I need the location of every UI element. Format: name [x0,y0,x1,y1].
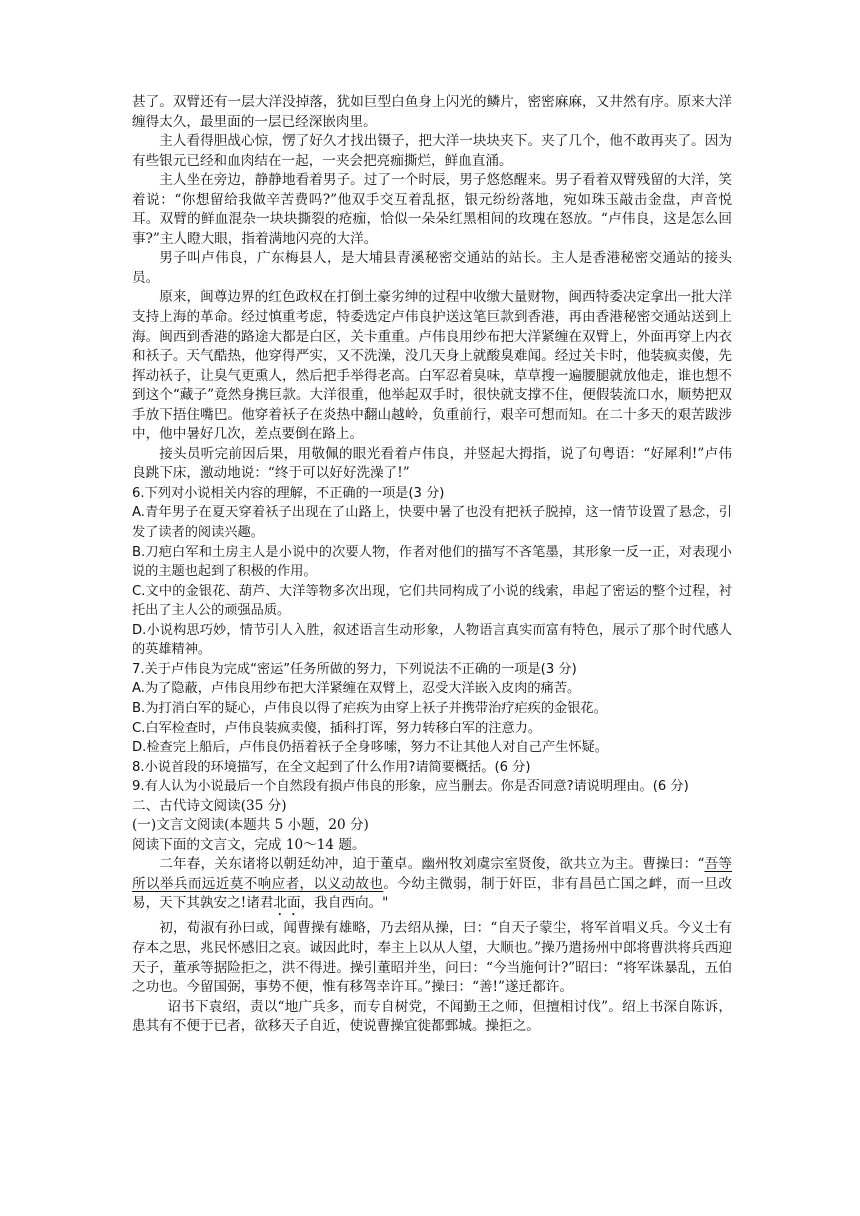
question-6-option-a: A.青年男子在夏天穿着袄子出现在了山路上，快要中暑了也没有把袄子脱掉，这一情节设置了悬念，引发了读者的阅读兴趣。 [132,505,732,541]
subsection-heading: (一)文言文阅读(本题共 5 小题，20 分) [132,817,369,834]
question-8: 8.小说首段的环境描写，在全文起到了什么作用?请简要概括。(6 分) [132,759,531,775]
story-paragraph: 接头员听完前因后果，用敬佩的眼光看着卢伟良，并竖起大拇指，说了句粤语：“好犀利!”卢伟良跳下床，激动地说：“终于可以好好洗澡了!” [132,445,732,482]
question-7: 7.关于卢伟良为完成“密运”任务所做的努力，下列说法不正确的一项是(3 分) [132,661,577,677]
question-7-option-a: A.为了隐蔽，卢伟良用纱布把大洋紧缠在双臂上，忍受大洋嵌入皮肉的痛苦。 [132,681,581,697]
story-paragraph: 主人坐在旁边，静静地看着男子。过了一个时辰，男子悠悠醒来。男子看着双臂残留的大洋，笑着说：“你想留给我做辛苦费吗?”他双手交互着乱抠，银元纷纷落地，宛如珠玉敲击金盘，声音悦耳。双臂的鲜血混杂一块块撕裂的疮痂，恰似一朵朵红黑相间的玫瑰在怒放。“卢伟良，这是怎么回事?”主人瞪大眼，指着满地闪亮的大洋。 [132,172,732,247]
classical-paragraph [132,855,732,919]
story-paragraph: 原来，闽尊边界的红色政权在打倒土豪劣绅的过程中收缴大量财物，闽西特委决定拿出一批大洋支持上海的革命。经过慎重考虑，特委选定卢伟良护送这笔巨款到香港，再由香港秘密交通站送到上海。闽西到香港的路途大都是白区，关卡重重。卢伟良用纱布把大洋紧缠在双臂上，外面再穿上内衣和袄子。天气酷热，他穿得严实，又不洗澡，没几天身上就酸臭难闻。经过关卡时，他装疯卖傻，先挥动袄子，让臭气更熏人，然后把手举得老高。白军忍着臭味，草草搜一遍腰腿就放他走，谁也想不到这个“藏子”竟然身携巨款。大洋很重，他举起双手时，很快就支撑不住，便假装流口水，顺势把双手放下捂住嘴巴。他穿着袄子在炎热中翻山越岭，负重前行，艰辛可想而知。在二十多天的艰苦跋涉中，他中暑好几次，差点要倒在路上。 [132,289,732,443]
question-7-option-b: B.为打消白军的疑心，卢伟良以得了疟疾为由穿上袄子并携带治疗疟疾的金银花。 [132,700,607,716]
question-6: 6.下列对小说相关内容的理解，不正确的一项是(3 分) [132,485,445,501]
question-7-option-d: D.检查完上船后，卢伟良仍捂着袄子全身哆嗦，努力不让其他人对自己产生怀疑。 [132,740,608,756]
story-paragraph: 甚了。双臂还有一层大洋没掉落，犹如巨型白鱼身上闪光的鳞片，密密麻麻，又井然有序。原来大洋缠得太久，最里面的一层已经深嵌肉里。 [132,94,732,130]
question-7-option-c: C.白军检查时，卢伟良装疯卖傻，插科打诨，努力转移白军的注意力。 [132,720,542,736]
classical-paragraph: 初，荀淑有孙曰或，闻曹操有雄略，乃去绍从操，曰：“自天子蒙尘，将军首唱义兵。今义士有存本之思，兆民怀感旧之哀。诚因此时，奉主上以从人望，大顺也。”操乃遣扬州中郎将曹洪将兵西迎天子，董承等据险拒之，洪不得进。操引董昭并坐，问曰：“今当施何计?”昭曰：“将军诛暴乱，五伯之功也。今留国弼，事势不便，惟有移驾幸许耳。”操曰：“善!”遂迁都许。 [132,920,732,996]
question-9: 9.有人认为小说最后一个自然段有损卢伟良的形象，应当删去。你是否同意?请说明理由。(6 分) [132,779,689,795]
story-paragraph: 男子叫卢伟良，广东梅县人，是大埔县青溪秘密交通站的站长。主人是香港秘密交通站的接头员。 [132,250,732,286]
story-paragraph: 主人看得胆战心惊，愣了好久才找出镊子，把大洋一块块夹下。夹了几个，他不敢再夹了。因为有些银元已经和血肉结在一起，一夹会把亮痂撕烂，鲜血直涌。 [132,133,732,169]
question-6-option-c: C.文中的金银花、葫芦、大洋等物多次出现，它们共同构成了小说的线索，串起了密运的整个过程，衬托出了主人公的顽强品质。 [132,583,732,619]
question-6-option-b: B.刀疤白军和土房主人是小说中的次要人物，作者对他们的描写不吝笔墨，其形象一反一正，对表现小说的主题也起到了积极的作用。 [132,544,732,580]
underlined-sentence: 吾等所以举兵而远近莫不响应者，以义动故也 [132,856,732,892]
classical-text: 二年春，关东诸将以朝廷幼冲，迫于董卓。幽州牧刘虞宗室贤俊，欲共立为主。曹操曰：“ [159,856,705,873]
classical-text: ，我自西向。" [300,895,389,912]
document-page [132,93,732,1037]
section-heading: 二、古代诗文阅读(35 分) [132,797,287,814]
classical-paragraph: 诏书下袁绍，责以“地广兵多，而专自树党，不闻勤王之师，但擅相讨伐”。绍上书深自陈诉，患其有不便于已者，欲移天子自近，使说曹操宜徙都鄄城。操拒之。 [132,998,732,1035]
reading-instruction: 阅读下面的文言文，完成 10～14 题。 [132,836,366,853]
classical-text: 。今幼主微弱，制于奸臣，非有昌邑亡国之衅，而一旦改易，天下其孰安之!诸君 [132,875,733,912]
question-6-option-d: D.小说构思巧妙，情节引人入胜，叙述语言生动形象，人物语言真实而富有特色，展示了那个时代感人的英雄精神。 [132,622,732,658]
dotted-word: 北面 [273,895,301,912]
